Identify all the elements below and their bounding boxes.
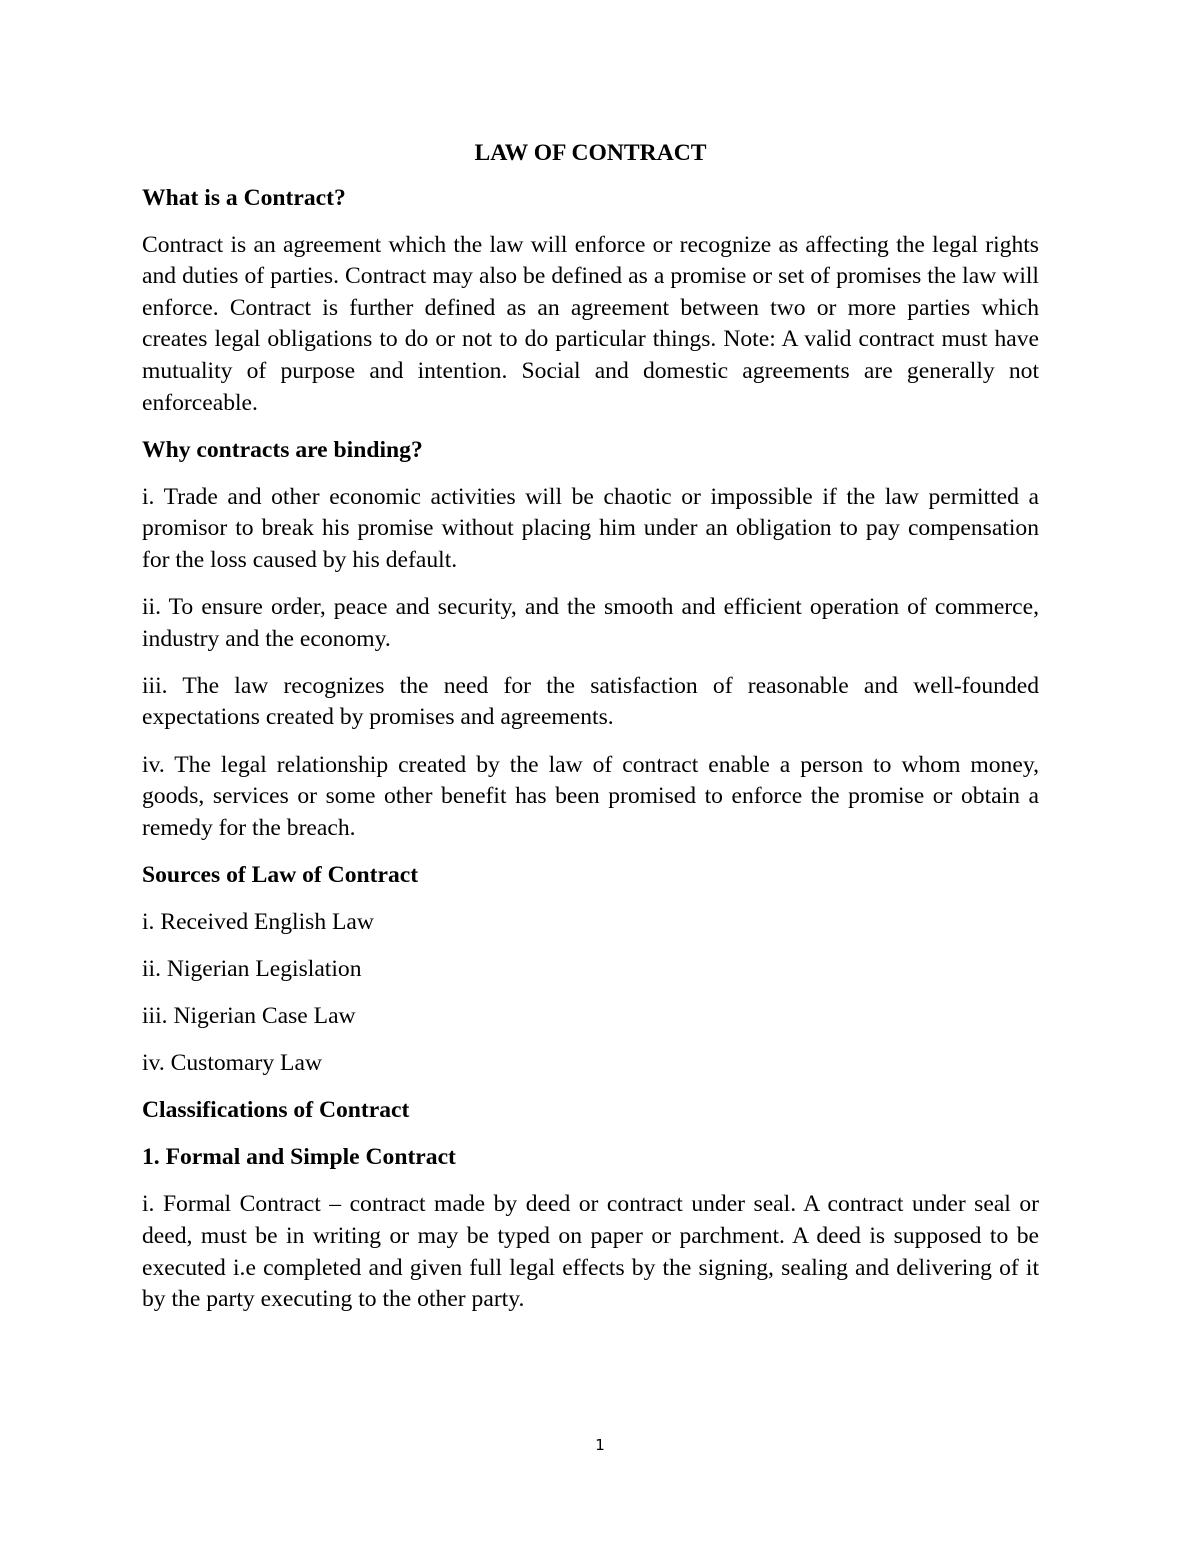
heading-why-binding: Why contracts are binding?	[142, 436, 423, 463]
paragraph-contract-definition: Contract is an agreement which the law will enforce or recognize as affecting the legal rights and duties of parties. Contract may also be defined as a promise or set of promises the law will enforce. Contract is further defined as an agreement between two or more parties which creates legal obligations to do or not to do particular things. Note: A valid contract must have mutuality of purpose and intention. Social and domestic agreements are generally not enforceable.	[142, 231, 1039, 416]
why-item-4: iv. The legal relationship created by the law of contract enable a person to whom money, goods, services or some other benefit has been promised to enforce the promise or obtain a remedy for the breach.	[142, 751, 1039, 841]
heading-what-is-contract: What is a Contract?	[142, 184, 346, 211]
why-item-1: i. Trade and other economic activities will be chaotic or impossible if the law permitted a promisor to break his promise without placing him under an obligation to pay compensation for the loss caused by his default.	[142, 483, 1039, 574]
source-item-1: i. Received English Law	[142, 908, 374, 935]
paragraph-formal-contract: i. Formal Contract – contract made by deed or contract under seal. A contract under seal or deed, must be in writing or may be typed on paper or parchment. A deed is supposed to be executed i.e completed and given full legal effects by the signing, sealing and delivering of it by the party executing to the other party.	[142, 1191, 1039, 1313]
source-item-2: ii. Nigerian Legislation	[142, 955, 362, 982]
heading-sources: Sources of Law of Contract	[142, 861, 419, 888]
heading-classifications: Classifications of Contract	[142, 1097, 410, 1124]
source-item-3: iii. Nigerian Case Law	[142, 1003, 356, 1030]
heading-formal-simple: 1. Formal and Simple Contract	[142, 1144, 456, 1171]
document-title: LAW OF CONTRACT	[474, 140, 707, 166]
page-number: 1	[595, 1436, 605, 1454]
why-item-3: iii. The law recognizes the need for the satisfaction of reasonable and well-founded expectations created by promises and agreements.	[142, 672, 1039, 731]
source-item-4: iv. Customary Law	[142, 1050, 322, 1077]
document-page	[142, 138, 1039, 1331]
why-item-2: ii. To ensure order, peace and security, and the smooth and efficient operation of commerce, industry and the economy.	[142, 594, 1039, 652]
